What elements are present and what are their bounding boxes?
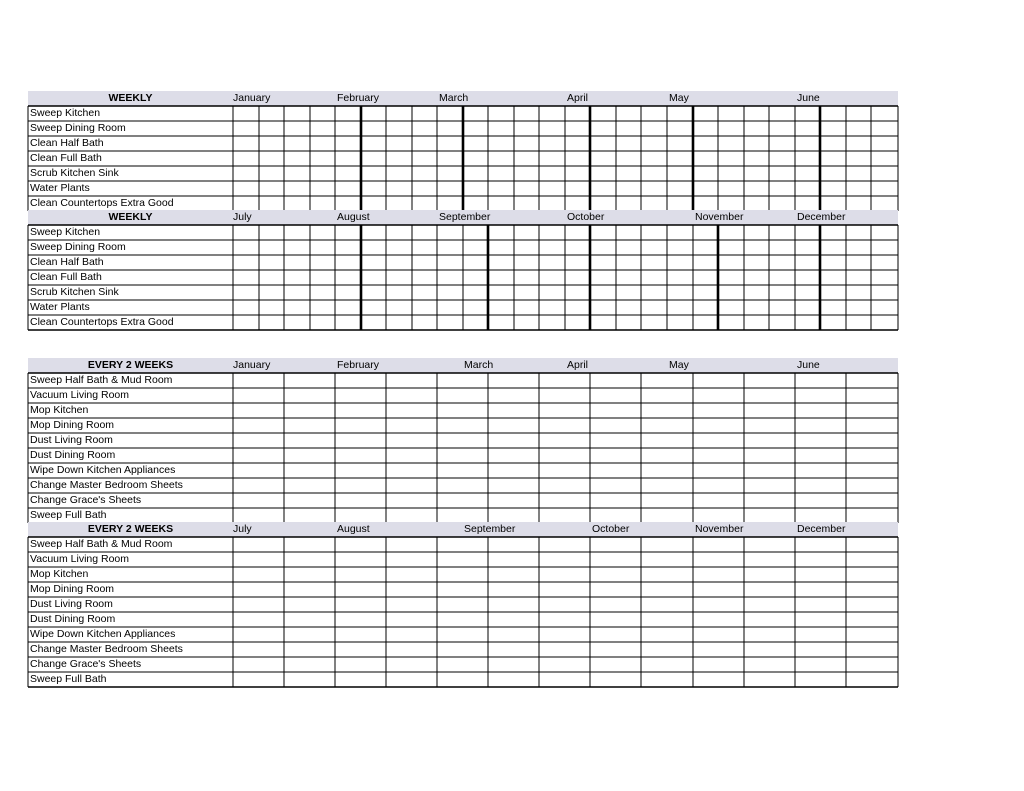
biweekly-title: EVERY 2 WEEKS [87,359,174,371]
biweekly-h1-task-label-10: Sweep Full Bath [30,509,107,521]
weekly-h1-task-label-1: Sweep Kitchen [30,107,101,119]
month-label-february-biweekly: February [337,359,380,371]
biweekly-h2-task-label-5: Dust Living Room [30,598,113,610]
month-label-march-biweekly: March [464,359,494,371]
month-label-june-biweekly: June [797,359,820,371]
weekly-header-second-half [28,210,898,225]
weekly-h1-task-label-4: Clean Full Bath [30,152,102,164]
biweekly-h1-task-label-8: Change Master Bedroom Sheets [30,479,183,491]
biweekly-h1-task-label-3: Mop Kitchen [30,404,89,416]
month-label-january-biweekly: January [233,359,271,371]
biweekly-h2-task-label-1: Sweep Half Bath & Mud Room [30,538,173,550]
month-label-december-biweekly: December [797,523,846,535]
weekly-h2-task-label-3: Clean Half Bath [30,256,104,268]
month-label-november: November [695,211,744,223]
biweekly-h1-task-label-1: Sweep Half Bath & Mud Room [30,374,173,386]
month-label-may: May [669,92,689,104]
biweekly-h1-task-label-5: Dust Living Room [30,434,113,446]
weekly-title: WEEKLY [108,92,153,104]
biweekly-header-second-half [28,522,898,537]
month-label-july-biweekly: July [233,523,252,535]
weekly-h2-task-label-7: Clean Countertops Extra Good [30,316,174,328]
weekly-h2-task-label-1: Sweep Kitchen [30,226,101,238]
biweekly-h1-task-label-2: Vacuum Living Room [30,389,130,401]
weekly-chore-table [28,91,898,331]
weekly-h1-task-label-5: Scrub Kitchen Sink [30,167,119,179]
month-label-april-biweekly: April [567,359,589,371]
weekly-h1-task-label-2: Sweep Dining Room [30,122,126,134]
month-label-september-biweekly: September [464,523,516,535]
month-label-august-biweekly: August [337,523,370,535]
weekly-h2-task-label-6: Water Plants [30,301,90,313]
biweekly-h2-task-label-2: Vacuum Living Room [30,553,130,565]
biweekly-h2-task-label-10: Sweep Full Bath [30,673,107,685]
weekly-h1-task-label-7: Clean Countertops Extra Good [30,197,174,209]
biweekly-h1-task-label-7: Wipe Down Kitchen Appliances [30,464,176,476]
month-label-may-biweekly: May [669,359,689,371]
weekly-header-first-half [28,91,898,106]
month-label-january: January [233,92,271,104]
biweekly-chore-table [28,358,898,688]
month-label-december: December [797,211,846,223]
biweekly-h2-task-label-4: Mop Dining Room [30,583,115,595]
weekly-h1-task-label-6: Water Plants [30,182,90,194]
month-label-march: March [439,92,469,104]
weekly-h2-task-label-2: Sweep Dining Room [30,241,126,253]
biweekly-h2-task-label-7: Wipe Down Kitchen Appliances [30,628,176,640]
month-label-july: July [233,211,252,223]
weekly-h2-task-label-5: Scrub Kitchen Sink [30,286,119,298]
weekly-h1-task-label-3: Clean Half Bath [30,137,104,149]
biweekly-h2-task-label-6: Dust Dining Room [30,613,116,625]
biweekly-title-repeat: EVERY 2 WEEKS [87,523,174,535]
month-label-november-biweekly: November [695,523,744,535]
month-label-june: June [797,92,820,104]
month-label-october-biweekly: October [592,523,630,535]
month-label-february: February [337,92,380,104]
biweekly-h1-task-label-4: Mop Dining Room [30,419,115,431]
biweekly-h2-task-label-3: Mop Kitchen [30,568,89,580]
biweekly-h1-task-label-9: Change Grace's Sheets [30,494,142,506]
biweekly-h2-task-label-9: Change Grace's Sheets [30,658,142,670]
month-label-april: April [567,92,589,104]
month-label-august: August [337,211,370,223]
biweekly-header-first-half [28,358,898,373]
biweekly-h2-task-label-8: Change Master Bedroom Sheets [30,643,183,655]
biweekly-h1-task-label-6: Dust Dining Room [30,449,116,461]
weekly-h2-task-label-4: Clean Full Bath [30,271,102,283]
weekly-title-repeat: WEEKLY [108,211,153,223]
month-label-september: September [439,211,491,223]
month-label-october: October [567,211,605,223]
